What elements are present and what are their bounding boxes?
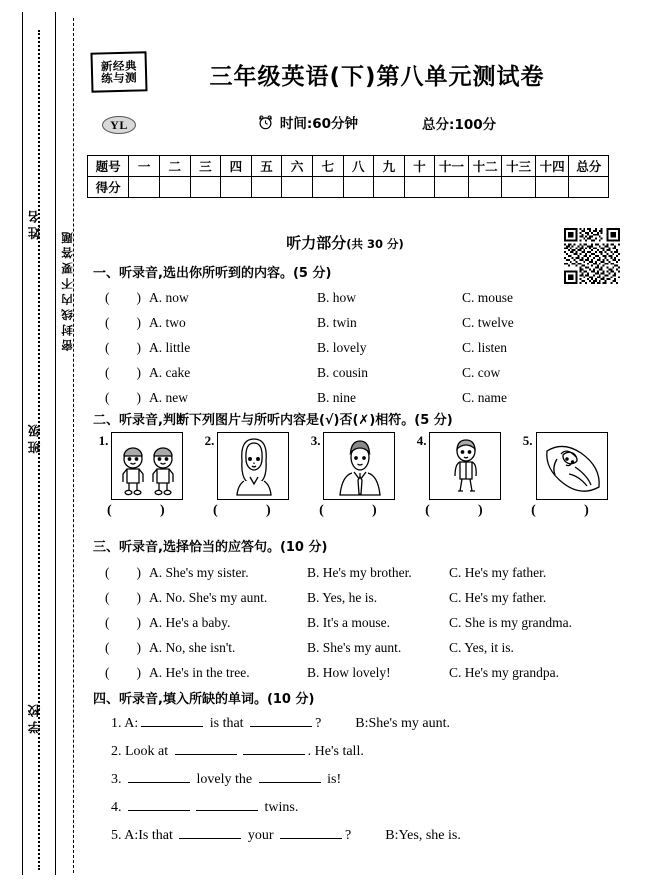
section-2-heading: 二、听录音,判断下列图片与所听内容是(√)否(✗)相符。(5 分) (93, 413, 453, 428)
fill-text: B:She's my aunt. (355, 716, 450, 731)
score-input-2[interactable] (159, 177, 190, 198)
score-input-9[interactable] (374, 177, 405, 198)
score-col-6: 六 (282, 156, 313, 177)
section-1-item-4[interactable] (105, 361, 625, 381)
score-col-11: 十一 (435, 156, 469, 177)
option-c[interactable]: C. Yes, it is. (449, 640, 514, 655)
fill-text: twins. (261, 800, 299, 815)
long-hair-woman-icon (217, 432, 289, 500)
score-table-row-label-2: 得分 (88, 177, 129, 198)
option-b[interactable]: B. It's a mouse. (307, 615, 391, 630)
blank-input[interactable] (128, 798, 190, 811)
score-col-12: 十二 (468, 156, 502, 177)
blank-input[interactable] (250, 714, 312, 727)
score-input-12[interactable] (468, 177, 502, 198)
paper-meta (167, 112, 587, 134)
option-c[interactable]: C. He's my grandpa. (449, 665, 560, 680)
time-limit-text: 时间:60分钟 (279, 116, 359, 132)
section-1-item-3[interactable] (105, 336, 625, 356)
picture-number: 4. (416, 433, 427, 448)
score-col-13: 十三 (502, 156, 536, 177)
blank-input[interactable] (196, 798, 258, 811)
picture-item-5 (519, 432, 611, 519)
listening-part-score: (共 30 分) (346, 237, 404, 251)
series-stamp (90, 51, 147, 92)
section-1-item-2[interactable] (105, 311, 625, 331)
score-col-2: 二 (159, 156, 190, 177)
option-a[interactable]: A. He's in the tree. (149, 665, 250, 680)
page-title: 三年级英语(下)第八单元测试卷 (209, 64, 545, 90)
option-b[interactable]: B. He's my brother. (307, 565, 412, 580)
option-a[interactable]: A. She's my sister. (149, 565, 249, 580)
fill-text: is! (323, 772, 342, 787)
picture-answer-bracket[interactable]: ( ) (319, 503, 400, 518)
alarm-clock-icon (258, 114, 273, 134)
score-table-row-label-1: 题号 (88, 156, 129, 177)
option-c[interactable]: C. He's my father. (449, 590, 547, 605)
option-a[interactable]: A. He's a baby. (149, 615, 231, 630)
answer-bracket[interactable]: ( ) (105, 590, 141, 605)
seal-line-notice: 密封线内不要答题 (60, 228, 74, 352)
score-col-4: 四 (221, 156, 252, 177)
score-input-3[interactable] (190, 177, 221, 198)
score-col-total: 总分 (569, 156, 609, 177)
answer-bracket[interactable]: ( ) (105, 290, 141, 305)
walking-child-icon (429, 432, 501, 500)
blank-input[interactable] (179, 826, 241, 839)
option-c[interactable]: C. He's my father. (449, 565, 547, 580)
picture-answer-bracket[interactable]: ( ) (107, 503, 188, 518)
fill-text: A: (124, 716, 139, 731)
man-with-tie-icon (323, 432, 395, 500)
option-c[interactable]: C. cow (462, 365, 501, 380)
fill-text: B:Yes, she is. (385, 828, 461, 843)
answer-bracket[interactable]: ( ) (105, 615, 141, 630)
section-3-item-2[interactable] (105, 586, 625, 606)
margin-rule-outer (22, 12, 23, 875)
paper-body (85, 0, 640, 887)
seal-margin (0, 0, 78, 887)
score-col-7: 七 (312, 156, 343, 177)
blank-input[interactable] (259, 770, 321, 783)
baby-in-blanket-icon (536, 432, 608, 500)
option-b[interactable]: B. cousin (317, 365, 369, 380)
time-limit (258, 112, 358, 134)
stamp-line-2: 练与测 (100, 70, 138, 86)
fill-number: 1. (111, 716, 122, 731)
blank-input[interactable] (141, 714, 203, 727)
option-a[interactable]: A. now (149, 290, 189, 305)
score-input-13[interactable] (502, 177, 536, 198)
section-4-item-5[interactable] (111, 826, 621, 844)
fill-number: 3. (111, 772, 122, 787)
option-b[interactable]: B. How lovely! (307, 665, 391, 680)
score-col-9: 九 (374, 156, 405, 177)
fill-text: ? (315, 716, 322, 731)
answer-bracket[interactable]: ( ) (105, 340, 141, 355)
fill-number: 2. (111, 744, 122, 759)
picture-answer-bracket[interactable]: ( ) (213, 503, 294, 518)
picture-item-1 (95, 432, 187, 519)
paper-header (85, 0, 640, 133)
score-table (87, 155, 609, 198)
margin-dashed-line (73, 18, 74, 873)
section-3-item-4[interactable] (105, 636, 625, 656)
table-row-question-numbers (88, 156, 609, 177)
section-3-item-3[interactable] (105, 611, 625, 631)
score-input-7[interactable] (312, 177, 343, 198)
option-c[interactable]: C. name (462, 390, 507, 405)
option-a[interactable]: A. new (149, 390, 188, 405)
picture-number: 2. (204, 433, 215, 448)
option-b[interactable]: B. twin (317, 315, 357, 330)
option-b[interactable]: B. Yes, he is. (307, 590, 378, 605)
score-col-10: 十 (404, 156, 435, 177)
score-input-5[interactable] (251, 177, 282, 198)
score-col-3: 三 (190, 156, 221, 177)
edition-badge: YL (102, 116, 136, 134)
section-4-heading: 四、听录音,填入所缺的单词。(10 分) (93, 692, 315, 707)
fill-text: lovely the (193, 772, 256, 787)
picture-number: 1. (98, 433, 109, 448)
margin-rule-inner (55, 12, 56, 875)
score-input-1[interactable] (129, 177, 160, 198)
section-3-heading: 三、听录音,选择恰当的应答句。(10 分) (93, 540, 328, 555)
answer-bracket[interactable]: ( ) (105, 365, 141, 380)
blank-input[interactable] (243, 742, 305, 755)
blank-input[interactable] (280, 826, 342, 839)
option-c[interactable]: C. She is my grandma. (449, 615, 572, 630)
answer-bracket[interactable]: ( ) (105, 640, 141, 655)
section-4-item-1[interactable] (111, 714, 621, 732)
fill-number: 5. (111, 828, 122, 843)
section-4-item-2[interactable] (111, 742, 621, 760)
student-class-label: 班级 (27, 420, 42, 454)
section-1-item-1[interactable] (105, 286, 625, 306)
picture-number: 5. (522, 433, 533, 448)
score-input-8[interactable] (343, 177, 374, 198)
section-3-item-1[interactable] (105, 561, 625, 581)
score-input-4[interactable] (221, 177, 252, 198)
score-input-11[interactable] (435, 177, 469, 198)
fill-text: your (244, 828, 278, 843)
option-b[interactable]: B. She's my aunt. (307, 640, 402, 655)
option-a[interactable]: A. No, she isn't. (149, 640, 236, 655)
answer-bracket[interactable]: ( ) (105, 390, 141, 405)
score-col-14: 十四 (535, 156, 569, 177)
fill-text: . He's tall. (307, 744, 364, 759)
option-c[interactable]: C. twelve (462, 315, 514, 330)
fill-text: ? (345, 828, 352, 843)
picture-item-3 (307, 432, 399, 519)
fill-number: 4. (111, 800, 122, 815)
option-a[interactable]: A. cake (149, 365, 191, 380)
option-a[interactable]: A. No. She's my aunt. (149, 590, 268, 605)
section-1-heading: 一、听录音,选出你所听到的内容。(5 分) (93, 266, 332, 281)
score-input-14[interactable] (535, 177, 569, 198)
option-b[interactable]: B. lovely (317, 340, 367, 355)
score-col-5: 五 (251, 156, 282, 177)
stamp-line-1: 新经典 (100, 58, 138, 74)
score-input-10[interactable] (404, 177, 435, 198)
section-4-item-3[interactable] (111, 770, 621, 788)
option-b[interactable]: B. how (317, 290, 357, 305)
answer-bracket[interactable]: ( ) (105, 565, 141, 580)
picture-item-2 (201, 432, 293, 519)
answer-bracket[interactable]: ( ) (105, 665, 141, 680)
fill-text: A:Is that (124, 828, 177, 843)
score-input-total[interactable] (569, 177, 609, 198)
section-3-item-5[interactable] (105, 661, 625, 681)
picture-answer-bracket[interactable]: ( ) (531, 503, 612, 518)
option-b[interactable]: B. nine (317, 390, 356, 405)
student-name-label: 姓名 (27, 206, 42, 240)
score-col-1: 一 (129, 156, 160, 177)
picture-answer-bracket[interactable]: ( ) (425, 503, 506, 518)
table-row-scores (88, 177, 609, 198)
score-col-8: 八 (343, 156, 374, 177)
score-input-6[interactable] (282, 177, 313, 198)
blank-input[interactable] (175, 742, 237, 755)
answer-bracket[interactable]: ( ) (105, 315, 141, 330)
total-score-text: 总分:100分 (422, 117, 497, 133)
option-c[interactable]: C. mouse (462, 290, 514, 305)
fill-text: Look at (125, 744, 172, 759)
picture-item-4 (413, 432, 505, 519)
listening-part-label: 听力部分 (286, 234, 347, 252)
student-school-label: 学校 (27, 700, 42, 734)
option-a[interactable]: A. two (149, 315, 186, 330)
listening-part-title (85, 232, 605, 253)
picture-number: 3. (310, 433, 321, 448)
twin-boys-icon (111, 432, 183, 500)
blank-input[interactable] (128, 770, 190, 783)
option-a[interactable]: A. little (149, 340, 191, 355)
section-1-item-5[interactable] (105, 386, 625, 406)
fill-text: is that (206, 716, 248, 731)
section-2-picture-row (95, 432, 615, 519)
option-c[interactable]: C. listen (462, 340, 508, 355)
section-4-item-4[interactable] (111, 798, 621, 816)
